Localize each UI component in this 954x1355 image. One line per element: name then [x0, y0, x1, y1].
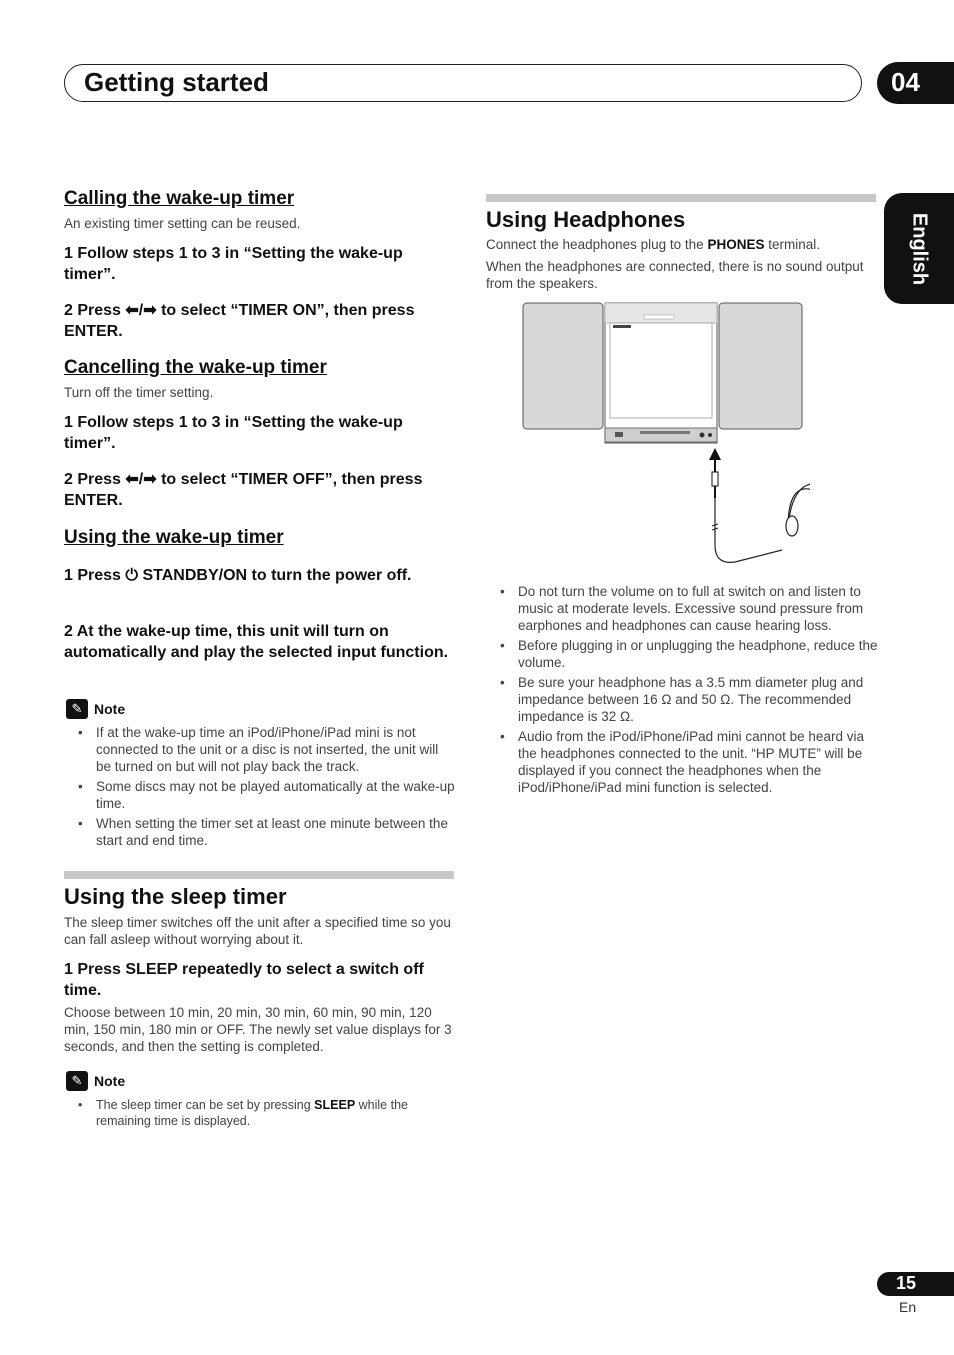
- calling-heading: Calling the wake-up timer: [64, 188, 295, 209]
- note-text: The sleep timer can be set by pressing: [96, 1098, 315, 1112]
- page-language-code: En: [899, 1299, 917, 1315]
- caution-item: • Audio from the iPod/iPhone/iPad mini cannot be heard via the headphones connected to the unit. “HP MUTE” will be displayed if you connect the headphones when the iPod/iPhone/iPad mini function is selected.: [486, 728, 878, 796]
- note-item: • When setting the timer set at least one minute between the start and end time.: [64, 815, 456, 849]
- page-title: Getting started: [84, 67, 269, 97]
- language-label: English: [908, 212, 931, 285]
- caution-item: • Before plugging in or unplugging the headphone, reduce the volume.: [486, 637, 878, 671]
- sleep-timer-detail: Choose between 10 min, 20 min, 30 min, 60 min, 90 min, 120 min, 150 min, 180 min or OFF. The newly set value displays for 3 seconds, and then the setting is completed.: [64, 1005, 452, 1054]
- page-number-tab: [877, 1272, 954, 1296]
- connection-arrow: [709, 448, 721, 472]
- note-label: Note: [94, 1073, 126, 1089]
- headphones-heading: Using Headphones: [486, 207, 686, 232]
- headphones-connection-illustration: [520, 300, 810, 580]
- cancelling-intro: Turn off the timer setting.: [64, 385, 214, 400]
- using-wakeup-heading: Using the wake-up timer: [64, 527, 284, 548]
- note-list: [64, 1097, 456, 1132]
- line-text: terminal.: [764, 237, 820, 252]
- cancelling-heading: Cancelling the wake-up timer: [64, 357, 327, 378]
- page-number: 15: [896, 1273, 917, 1293]
- cancelling-step-2: 2 Press ⬅/➡ to select “TIMER OFF”, then press ENTER.: [64, 471, 423, 509]
- sleep-key-name: SLEEP: [314, 1098, 356, 1112]
- note-pencil-icon: ✎: [66, 699, 88, 719]
- line-text: Connect the headphones plug to the: [486, 237, 708, 252]
- sleep-timer-step-1: 1 Press SLEEP repeatedly to select a switch off time.: [64, 961, 424, 999]
- main-unit: [605, 303, 717, 443]
- calling-intro: An existing timer setting can be reused.: [64, 216, 301, 231]
- language-side-tab: [884, 193, 954, 304]
- note-label: Note: [94, 701, 126, 717]
- caution-item: • Do not turn the volume on to full at switch on and listen to music at moderate levels. Excessive sound pressure from earphones and headphones can cause hearing loss.: [486, 583, 878, 634]
- headphones: [712, 483, 810, 562]
- chapter-number-tab: [877, 62, 954, 104]
- headphone-plug: [712, 472, 718, 498]
- calling-step-1: 1 Follow steps 1 to 3 in “Setting the wake-up timer”.: [64, 245, 403, 283]
- caution-item: • Be sure your headphone has a 3.5 mm diameter plug and impedance between 16 Ω and 50 Ω. The recommended impedance is 32 Ω.: [486, 674, 878, 725]
- headphones-line-2: When the headphones are connected, there is no sound output from the speakers.: [486, 259, 864, 291]
- sleep-timer-intro: The sleep timer switches off the unit after a specified time so you can fall asleep without worrying about it.: [64, 915, 451, 947]
- headphones-line-1: [486, 236, 876, 253]
- note-item: • If at the wake-up time an iPod/iPhone/iPad mini is not connected to the unit or a disc is not inserted, the unit will be turned on but will not play back the track.: [64, 724, 456, 775]
- calling-step-2: 2 Press ⬅/➡ to select “TIMER ON”, then press ENTER.: [64, 302, 415, 340]
- chapter-number: 04: [891, 67, 920, 97]
- phones-terminal-name: PHONES: [707, 237, 765, 252]
- note-list: [64, 724, 456, 852]
- section-divider-bar: [64, 871, 454, 879]
- cancelling-step-1: 1 Follow steps 1 to 3 in “Setting the wake-up timer”.: [64, 414, 403, 452]
- note-item: • Some discs may not be played automatically at the wake-up time.: [64, 778, 456, 812]
- using-wakeup-step-2: 2 At the wake-up time, this unit will turn on automatically and play the selected input function.: [64, 623, 449, 661]
- note-text: while the remaining time is displayed.: [96, 1098, 408, 1128]
- note-pencil-icon: ✎: [66, 1071, 88, 1091]
- speaker-right: [719, 303, 802, 429]
- section-divider-bar: [486, 194, 876, 202]
- using-wakeup-step-1: 1 Press ⏻ STANDBY/ON to turn the power off.: [64, 567, 412, 584]
- sleep-timer-heading: Using the sleep timer: [64, 884, 287, 909]
- note-item: [64, 1097, 456, 1129]
- headphones-caution-list: [486, 583, 878, 799]
- speaker-left: [523, 303, 603, 429]
